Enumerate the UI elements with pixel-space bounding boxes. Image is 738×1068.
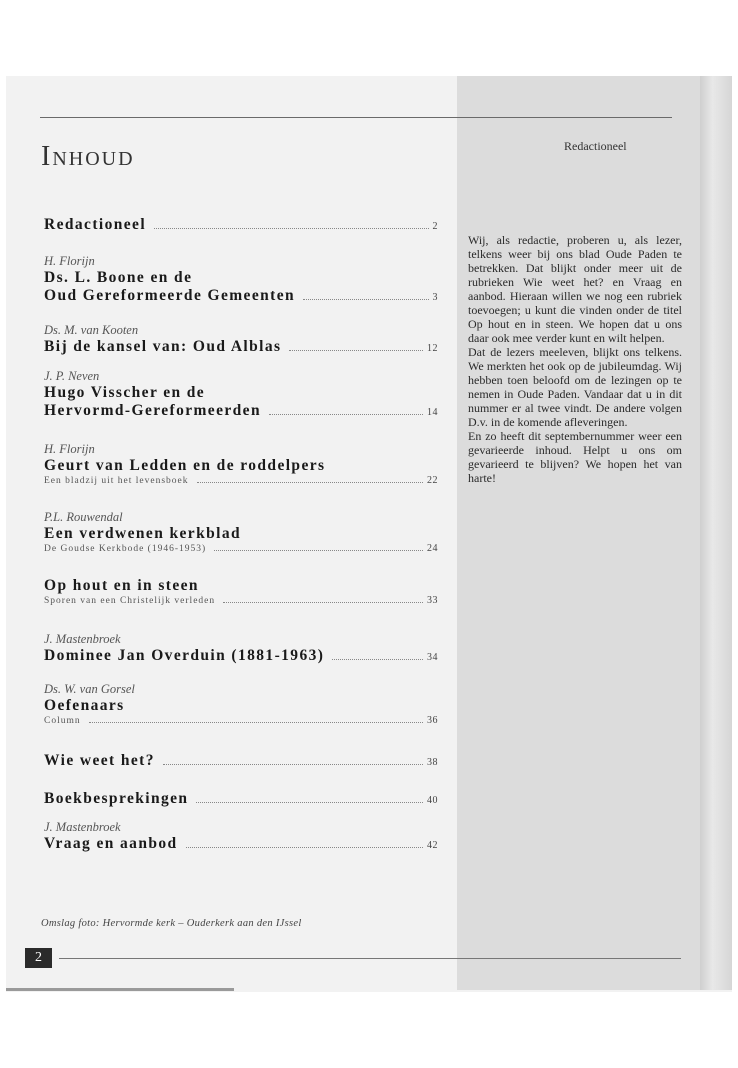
dot-leader [269,414,423,415]
toc-author: H. Florijn [44,254,95,268]
dot-leader [214,550,423,551]
dot-leader [89,722,423,723]
toc-title: Vraag en aanbod [44,835,178,852]
toc-author: J. Mastenbroek [44,820,121,834]
toc-entry [44,682,438,728]
toc-page-number: 34 [427,652,438,663]
toc-entry [44,442,438,488]
bottom-strip [6,988,234,991]
toc-entry [44,323,438,356]
toc-title: Ds. L. Boone en de [44,269,193,286]
toc-title: Boekbesprekingen [44,790,189,807]
toc-page-number: 42 [427,840,438,851]
toc-title: Redactioneel [44,216,147,233]
toc-page-number: 2 [432,221,438,232]
toc-entry [44,577,438,608]
toc-title: Dominee Jan Overduin (1881-1963) [44,647,325,664]
toc-page-number: 3 [432,292,438,303]
dot-leader [196,802,423,803]
toc-page-number: 33 [427,595,438,606]
dot-leader [289,350,423,351]
toc-title: Bij de kansel van: Oud Alblas [44,338,282,355]
toc-entry [44,820,438,853]
toc-subtitle: Column [44,716,81,726]
toc-author: H. Florijn [44,442,95,456]
toc-page-number: 22 [427,475,438,486]
dot-leader [163,764,423,765]
toc-title: Hervormd-Gereformeerden [44,402,261,419]
toc-title: Een verdwenen kerkblad [44,525,242,542]
right-column-shade [457,76,700,990]
editorial-paragraph: En zo heeft dit septembernummer weer een gevarieerde inhoud. Helpt u ons om gevarieerd te blijven? We hopen het van harte! [468,429,682,485]
toc-title: Oud Gereformeerde Gemeenten [44,287,295,304]
editorial-paragraph: Wij, als redactie, proberen u, als lezer, telkens weer bij ons blad Oude Paden te betrekken. Dat blijkt onder meer uit de rubrieken Wie weet het? en Vraag en aanbod. Hieraan willen we nog een rubriek toevoegen; u kunt die vinden onder de titel Op hout en in steen. We hopen dat u ons daar ook mee verder kunt en wilt helpen. [468,233,682,345]
dot-leader [154,228,428,229]
toc-entry [44,752,438,770]
dot-leader [332,659,423,660]
toc-title: Oefenaars [44,697,125,714]
toc-subtitle: De Goudse Kerkbode (1946-1953) [44,544,207,554]
editorial-label: Redactioneel [564,139,627,153]
toc-title: Geurt van Ledden en de roddelpers [44,457,326,474]
toc-author: J. P. Neven [44,369,100,383]
page-number: 2 [25,948,52,968]
toc-entry [44,632,438,665]
toc-entry [44,790,438,808]
toc-entry [44,254,438,305]
toc-title: Wie weet het? [44,752,155,769]
dot-leader [223,602,423,603]
page-heading: Inhoud [41,141,135,172]
toc-author: Ds. M. van Kooten [44,323,139,337]
bottom-rule [59,958,681,959]
toc-title: Hugo Visscher en de [44,384,206,401]
toc-author: J. Mastenbroek [44,632,121,646]
editorial-paragraph: Dat de lezers meeleven, blijkt ons telkens. We merkten het ook op de jubileumdag. Wij hebben toen beloofd om de lezingen op te nemen in Oude Paden. Vandaar dat u in dit nummer er al twee vindt. De andere volgen D.v. in de komende afleveringen. [468,345,682,429]
toc-entry [44,510,438,556]
dot-leader [303,299,429,300]
toc-page-number: 12 [427,343,438,354]
editorial-text [468,233,682,485]
top-rule [40,117,672,118]
dot-leader [186,847,423,848]
toc-author: P.L. Rouwendal [44,510,123,524]
toc-page-number: 24 [427,543,438,554]
dot-leader [197,482,424,483]
toc-page-number: 38 [427,757,438,768]
toc-subtitle: Sporen van een Christelijk verleden [44,596,216,606]
toc-page-number: 40 [427,795,438,806]
toc-entry [44,369,438,420]
toc-page-number: 36 [427,715,438,726]
toc-page-number: 14 [427,407,438,418]
cover-caption: Omslag foto: Hervormde kerk – Ouderkerk aan den IJssel [41,918,302,929]
toc-entry [44,216,438,234]
page-edge [700,76,732,990]
toc-title: Op hout en in steen [44,577,199,594]
toc-subtitle: Een bladzij uit het levensboek [44,476,189,486]
toc-author: Ds. W. van Gorsel [44,682,135,696]
